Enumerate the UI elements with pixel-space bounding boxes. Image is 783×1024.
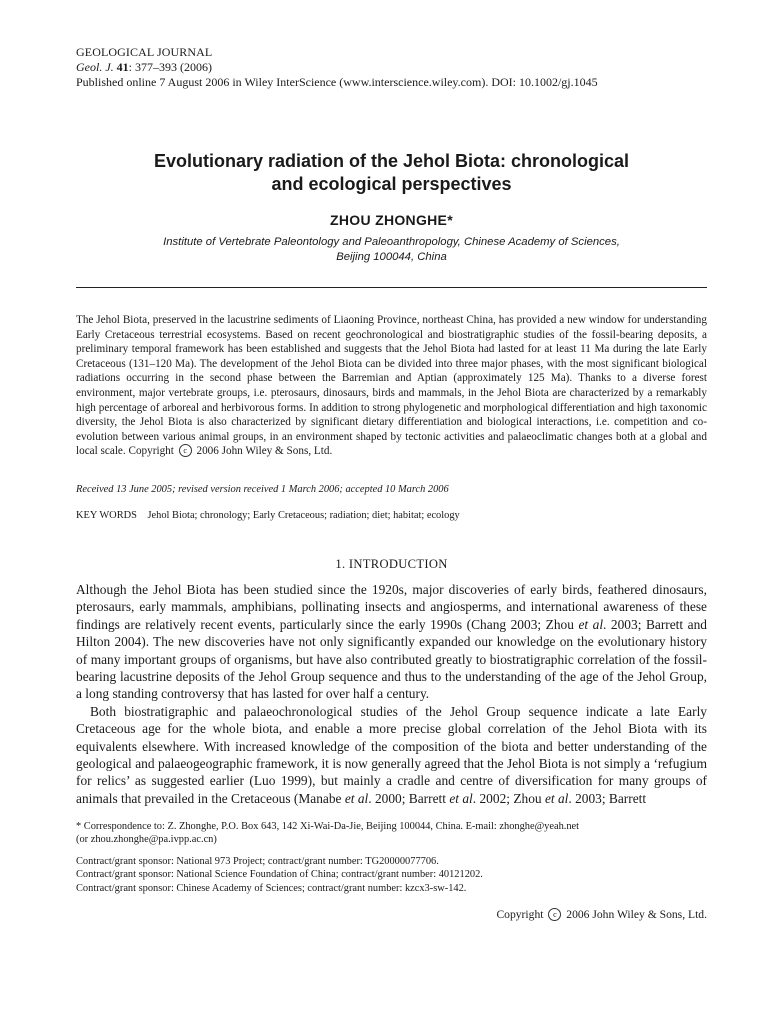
paragraph-1-part-b: . 2003; Barrett and Hilton 2004). The new discoveries have not only significantly expanded our knowledge on the evolutionary history of many important groups of organisms, but have also contributed greatly to biostratigraphic correlation of the fossil-bearing lacustrine deposits of the Jehol Group sequence and thus to the understanding of the age of the Jehol Group, a long standing controversy that has lasted for over half a century. xyxy=(76,616,707,702)
et-al: et al xyxy=(578,616,604,632)
received-dates: Received 13 June 2005; revised version received 1 March 2006; accepted 10 March 2006 xyxy=(76,484,449,495)
paragraph-2-part-a: Both biostratigraphic and palaeochronological studies of the Jehol Group sequence indicate a late Early Cretaceous age for the whole biota, and enable a more precise global correlation of the Jehol Biota with its equivalents elsewhere. With increased knowledge of the composition of the biota and better understanding of the geological and palaeogeographic framework, it is now generally agreed that the Jehol Biota is not simply a ‘refugium for relics’ as suggested earlier (Luo 1999), but mainly a cradle and centre of diversification for many groups of animals that prevailed in the Cretaceous (Manabe xyxy=(76,703,707,806)
title-line-2: and ecological perspectives xyxy=(271,174,512,194)
keywords xyxy=(76,510,707,521)
paragraph-2-part-b: . 2000; Barrett xyxy=(368,790,450,806)
paragraph-2 xyxy=(76,703,707,807)
citation-line xyxy=(76,60,716,75)
journal-header xyxy=(76,45,716,90)
sponsor-line-1: Contract/grant sponsor: National 973 Project; contract/grant number: TG20000077706. xyxy=(76,855,439,867)
title-divider xyxy=(76,287,707,288)
section-heading-introduction: 1. INTRODUCTION xyxy=(335,557,448,571)
paragraph-2-part-c: . 2002; Zhou xyxy=(472,790,545,806)
published-line: Published online 7 August 2006 in Wiley InterScience (www.interscience.wiley.com). DOI: 10.1002/gj.1045 xyxy=(76,75,598,89)
citation-abbrev: Geol. J. xyxy=(76,60,114,74)
body-text xyxy=(76,581,707,807)
abstract xyxy=(76,313,707,459)
paragraph-1-part-a: Although the Jehol Biota has been studied since the 1920s, major discoveries of early birds, feathered dinosaurs, pterosaurs, early mammals, amphibians, pollinating insects and angiosperms, and international awareness of these findings are relatively recent events, particularly since the early 1990s (Chang 2003; Zhou xyxy=(76,582,707,632)
correspondence-line-2: (or zhou.zhonghe@pa.ivpp.ac.cn) xyxy=(76,834,217,846)
sponsor-line-2: Contract/grant sponsor: National Science Foundation of China; contract/grant number: 40121202. xyxy=(76,869,483,881)
affiliation-line-1: Institute of Vertebrate Paleontology and Paleoanthropology, Chinese Academy of Sciences, xyxy=(163,236,620,248)
grant-sponsors xyxy=(76,855,707,895)
paper-title xyxy=(60,150,723,196)
correspondence-line-1: * Correspondence to: Z. Zhonghe, P.O. Box 643, 142 Xi-Wai-Da-Jie, Beijing 100044, China. E-mail: zhonghe@yeah.net xyxy=(76,821,580,832)
copyright-prefix: Copyright xyxy=(496,908,544,921)
copyright-symbol-icon: c xyxy=(179,444,192,457)
footnotes xyxy=(76,820,707,895)
keywords-list: Jehol Biota; chronology; Early Cretaceous; radiation; diet; habitat; ecology xyxy=(147,510,460,521)
et-al: et al xyxy=(344,790,369,806)
paragraph-2-part-d: . 2003; Barrett xyxy=(568,790,647,806)
et-al: et al xyxy=(544,790,569,806)
keywords-label: KEY WORDS xyxy=(76,510,137,521)
et-al: et al xyxy=(449,790,473,806)
affiliation-line-2: Beijing 100044, China xyxy=(336,251,447,263)
copyright-tail: 2006 John Wiley & Sons, Ltd. xyxy=(566,908,707,921)
paragraph-1 xyxy=(76,581,707,703)
affiliation xyxy=(100,235,683,265)
abstract-text: The Jehol Biota, preserved in the lacustrine sediments of Liaoning Province, northeast China, has provided a new window for understanding Early Cretaceous terrestrial ecosystems. Based on recent geochronological and biostratigraphic studies of the fossil-bearing deposits, a preliminary temporal framework has been established and suggests that the Jehol Biota had lasted for at least 11 Ma during the late Early Cretaceous (131–120 Ma). The development of the Jehol Biota can be divided into three major phases, with the most significant biological radiations occurring in the second phase between the Barremian and Aptian (approximately 125 Ma). Thanks to a diverse forest environment, major vertebrate groups, i.e. pterosaurs, dinosaurs, birds and mammals, in the Jehol Biota are characterized by a remarkably high percentage of arboreal and herbivorous forms. In addition to strong phylogenetic and morphological differentiation and high taxonomic diversity, the Jehol Biota is also characterized by significant dietary differentiation and biological interactions, i.e. competition and co-evolution between various animal groups, in an environment shaped by tectonic activities and palaeoclimatic changes both at a global and local scale. Copyright xyxy=(76,314,707,458)
copyright-symbol-icon: c xyxy=(548,908,561,921)
page-copyright xyxy=(76,908,707,921)
journal-name: GEOLOGICAL JOURNAL xyxy=(76,45,213,59)
sponsor-line-3: Contract/grant sponsor: Chinese Academy of Sciences; contract/grant number: kzcx3-sw-142. xyxy=(76,882,467,894)
citation-pages: : 377–393 (2006) xyxy=(128,60,212,74)
citation-volume: 41 xyxy=(116,60,129,74)
author-name: ZHOU ZHONGHE* xyxy=(330,212,453,228)
title-line-1: Evolutionary radiation of the Jehol Biota: chronological xyxy=(153,151,630,171)
abstract-copyright-tail: 2006 John Wiley & Sons, Ltd. xyxy=(196,445,333,458)
